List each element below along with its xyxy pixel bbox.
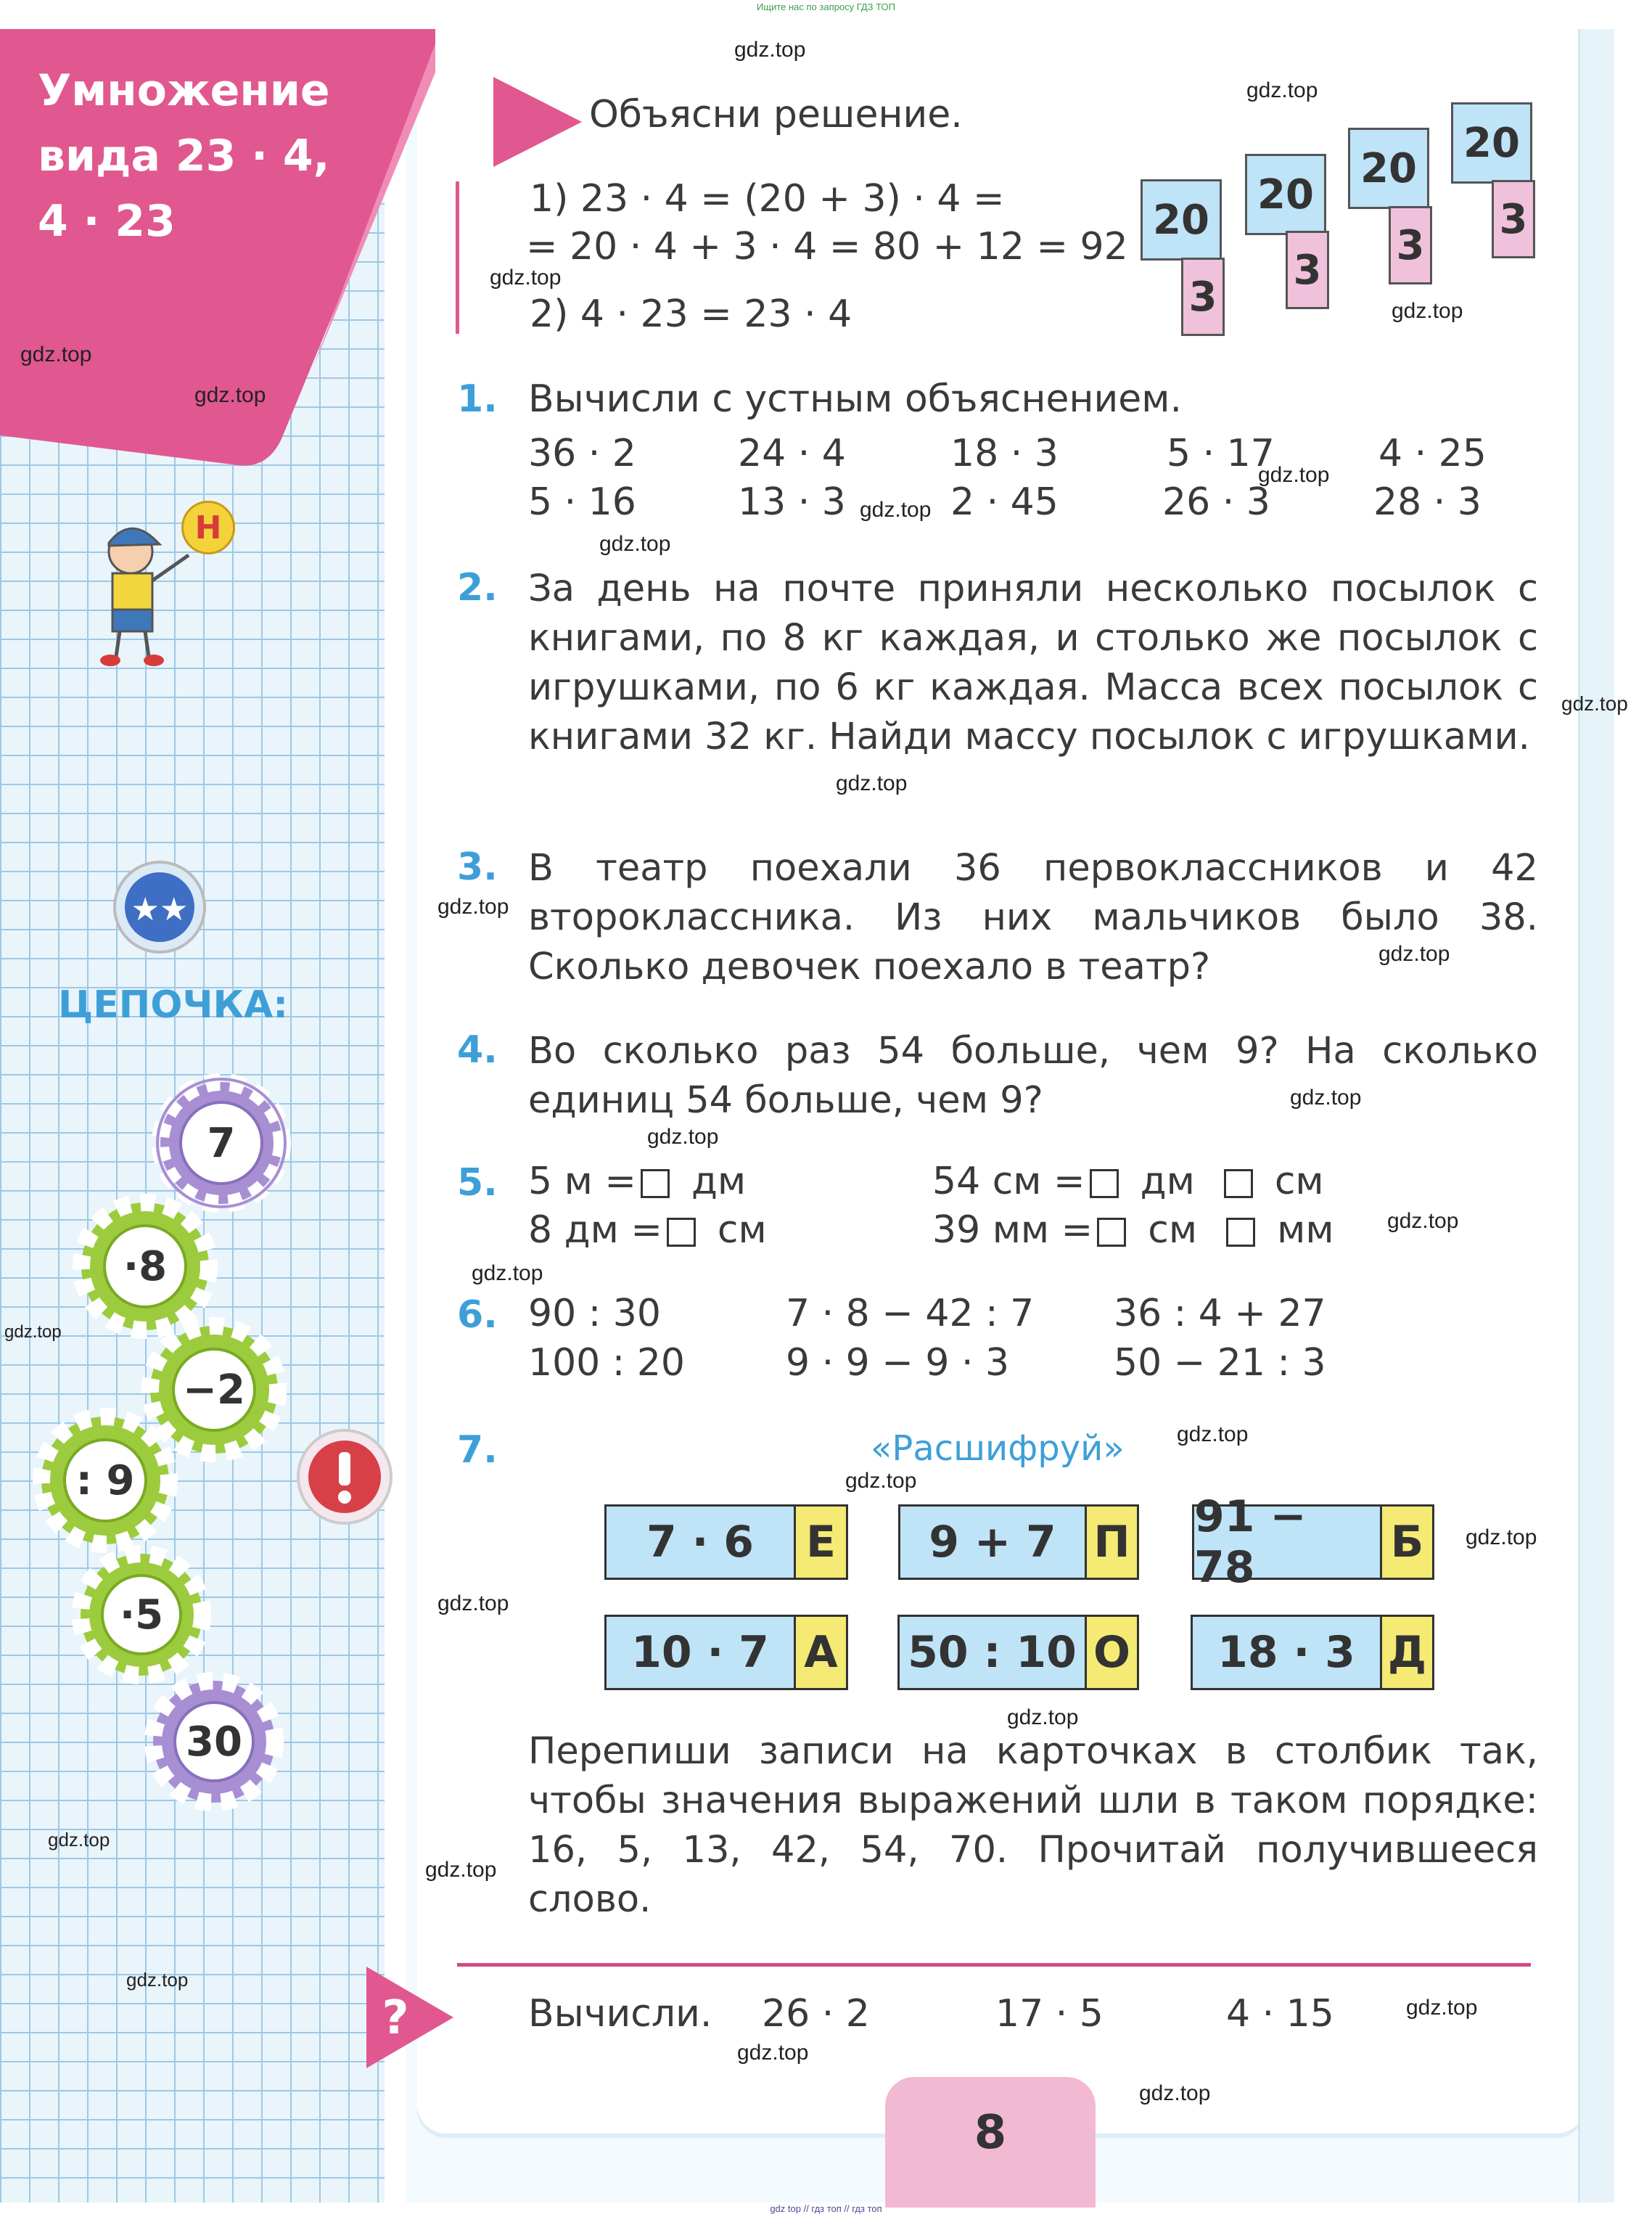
tile-3: 3: [1286, 231, 1329, 309]
cipher-card: 91 − 78 Б: [1192, 1504, 1434, 1580]
task-1-item: 28 · 3: [1373, 480, 1482, 524]
page-number: 8: [885, 2077, 1096, 2208]
answer-box[interactable]: [1224, 1169, 1253, 1198]
title-line-1: Умножение: [38, 65, 330, 116]
tile-3: 3: [1492, 180, 1535, 258]
watermark: gdz.top: [48, 1829, 110, 1851]
n-badge: Н: [181, 501, 235, 554]
intro-line-2: = 20 · 4 + 3 · 4 = 80 + 12 = 92: [526, 225, 1128, 269]
watermark: gdz.top: [1007, 1705, 1079, 1729]
task-3-text: В театр поехали 36 первоклассников и 42 второклассника. Из них мальчиков было 38. Сколько девочек поехало в театр?: [528, 847, 1538, 988]
task-7-text: Перепиши записи на карточках в столбик так, чтобы значения выражений шли в таком порядке: 16, 5, 13, 42, 54, 70. Прочитай получившееся слово.: [528, 1730, 1538, 1921]
task-1-text: Вычисли с устным объяснением.: [528, 377, 1183, 421]
gear-30: 30: [138, 1665, 290, 1818]
task-1-item: 18 · 3: [950, 432, 1059, 475]
task-7-title: «Расшифруй»: [871, 1428, 1125, 1469]
watermark: gdz.top: [1392, 299, 1463, 323]
cipher-card: 9 + 7 П: [898, 1504, 1139, 1580]
watermark: gdz.top: [437, 1591, 509, 1615]
watermark: gdz.top: [836, 771, 908, 795]
exclamation-icon: [294, 1426, 395, 1528]
tile-3: 3: [1389, 206, 1432, 284]
task-3-number: 3.: [457, 845, 498, 889]
tile-20: 20: [1141, 179, 1222, 261]
task-5-b1: 54 см = дм см: [932, 1160, 1324, 1203]
play-arrow-icon: [488, 71, 589, 173]
cipher-card: 10 · 7 А: [604, 1615, 848, 1690]
question-icon: [366, 1967, 453, 2068]
watermark: gdz.top: [734, 38, 806, 62]
tile-20: 20: [1348, 128, 1429, 209]
task-1-item: 4 · 25: [1378, 432, 1487, 475]
watermark: gdz.top: [126, 1969, 189, 1991]
gear-7: 7: [141, 1063, 301, 1223]
watermark: gdz.top: [1378, 942, 1450, 966]
task-1-item: 5 · 17: [1167, 432, 1275, 475]
task-5-number: 5.: [457, 1161, 498, 1205]
watermark: gdz.top: [1466, 1525, 1537, 1549]
watermark: gdz.top: [1177, 1422, 1249, 1446]
task-6-number: 6.: [457, 1293, 498, 1337]
watermark: gdz.top: [1561, 692, 1628, 715]
watermark: gdz.top: [1246, 78, 1318, 102]
task-1-item: 13 · 3: [738, 480, 846, 524]
watermark: gdz.top: [490, 266, 562, 290]
page-title: [38, 58, 330, 254]
gear-minus-2: −2: [134, 1310, 294, 1470]
watermark: gdz.top: [425, 1858, 497, 1882]
watermark: gdz.top: [472, 1261, 543, 1285]
cipher-card: 50 : 10 О: [897, 1615, 1139, 1690]
watermark: gdz.top: [599, 532, 671, 556]
task-4-number: 4.: [457, 1028, 498, 1072]
task-5-a1: 5 м = дм: [528, 1160, 747, 1203]
watermark: gdz.top: [20, 343, 92, 366]
cipher-card: 18 · 3 Д: [1191, 1615, 1434, 1690]
task-7-number: 7.: [457, 1428, 498, 1472]
question-label: Вычисли.: [528, 1992, 712, 2036]
watermark: gdz.top: [1139, 2081, 1211, 2105]
watermark: gdz.top: [1387, 1209, 1459, 1233]
task-2-number: 2.: [457, 566, 498, 610]
title-line-2: вида 23 · 4,: [38, 131, 330, 181]
watermark: gdz.top: [1406, 1996, 1478, 2020]
tile-3: 3: [1181, 258, 1225, 336]
watermark: gdz.top: [1290, 1086, 1362, 1110]
chain-label: ЦЕПОЧКА:: [58, 983, 289, 1027]
task-1-item: 26 · 3: [1162, 480, 1270, 524]
intro-line-1: 1) 23 · 4 = (20 + 3) · 4 =: [530, 177, 1005, 221]
intro-marker: [456, 181, 459, 334]
task-4-text: Во сколько раз 54 больше, чем 9? На сколько единиц 54 больше, чем 9?: [528, 1030, 1538, 1122]
intro-heading: Объясни решение.: [589, 93, 963, 136]
task-5-a2: 8 дм = см: [528, 1208, 767, 1252]
watermark: gdz.top: [1258, 463, 1330, 487]
intro-line-3: 2) 4 · 23 = 23 · 4: [530, 292, 852, 336]
task-6-item: 36 : 4 + 27: [1114, 1292, 1326, 1335]
answer-box[interactable]: [1097, 1218, 1126, 1247]
star-icon: [109, 856, 210, 958]
task-5-b2: 39 мм = см мм: [932, 1208, 1334, 1252]
watermark: gdz.top: [437, 895, 509, 919]
question-item: 4 · 15: [1226, 1992, 1334, 2036]
tile-20: 20: [1451, 102, 1532, 184]
watermark: gdz.top: [845, 1469, 917, 1493]
gear-times-5: ·5: [65, 1538, 218, 1691]
svg-text:?: ?: [382, 1991, 409, 2045]
task-6-item: 9 · 9 − 9 · 3: [786, 1341, 1010, 1385]
gear-div-9: : 9: [25, 1401, 185, 1560]
watermark: gdz.top: [194, 383, 266, 407]
task-6-item: 50 − 21 : 3: [1114, 1341, 1326, 1385]
watermark: gdz.top: [860, 498, 932, 522]
task-6-item: 100 : 20: [528, 1341, 685, 1385]
cipher-card: 7 · 6 Е: [604, 1504, 848, 1580]
task-1-item: 24 · 4: [738, 432, 846, 475]
watermark: gdz.top: [4, 1322, 62, 1342]
answer-box[interactable]: [1226, 1218, 1255, 1247]
divider-line: [457, 1963, 1531, 1967]
gear-times-8: ·8: [65, 1187, 225, 1346]
task-6-item: 90 : 30: [528, 1292, 661, 1335]
site-note-top: Ищите нас по запросу ГДЗ ТОП: [757, 1, 895, 12]
task-6-item: 7 · 8 − 42 : 7: [786, 1292, 1035, 1335]
title-line-3: 4 · 23: [38, 196, 176, 247]
tile-20: 20: [1245, 154, 1326, 235]
answer-box[interactable]: [1090, 1169, 1119, 1198]
task-1-item: 5 · 16: [528, 480, 636, 524]
site-note-bottom: gdz top // гдз топ // гдз топ: [770, 2203, 882, 2214]
watermark: gdz.top: [737, 2041, 809, 2065]
task-1-number: 1.: [457, 377, 498, 421]
task-1-item: 2 · 45: [950, 480, 1059, 524]
task-2-text: За день на почте приняли несколько посылок с книгами, по 8 кг каждая, и столько же посылок с игрушками, по 6 кг каждая. Масса всех посылок с книгами 32 кг. Найди массу посылок с игрушками.: [528, 567, 1538, 758]
answer-box[interactable]: [667, 1218, 696, 1247]
question-item: 26 · 2: [762, 1992, 870, 2036]
right-band: [1578, 29, 1614, 2202]
task-1-item: 36 · 2: [528, 432, 636, 475]
watermark: gdz.top: [647, 1125, 719, 1149]
svg-text:★★: ★★: [131, 891, 189, 928]
question-item: 17 · 5: [995, 1992, 1104, 2036]
answer-box[interactable]: [641, 1169, 670, 1198]
